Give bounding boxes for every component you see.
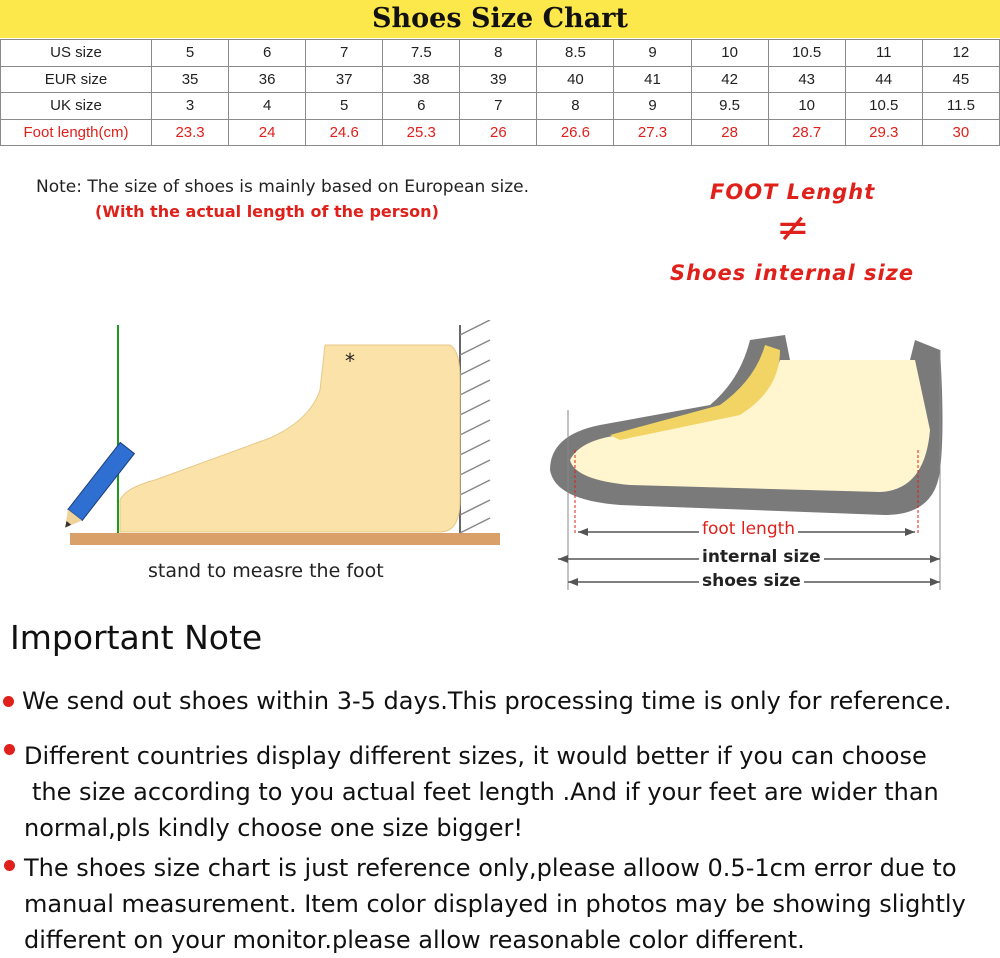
dim-shoes-size: shoes size [699, 571, 804, 591]
bullet-line: We send out shoes within 3-5 days.This processing time is only for reference. [22, 687, 952, 715]
bullet-line: the size according to you actual feet length .And if your feet are wider than [32, 778, 939, 806]
shoes-internal-size-label: Shoes internal size [670, 261, 915, 285]
wall-hatching [460, 320, 490, 533]
table-cell: 7 [460, 93, 537, 120]
dim-internal-size: internal size [699, 547, 824, 567]
bullet-dot-icon [4, 744, 15, 755]
chart-title: Shoes Size Chart [372, 3, 628, 34]
table-cell: 28.7 [768, 119, 845, 146]
table-cell: 7.5 [383, 40, 460, 67]
table-row [1, 40, 1000, 67]
row-label: UK size [1, 93, 152, 120]
note-subtext: (With the actual length of the person) [95, 202, 439, 221]
table-cell: 37 [306, 66, 383, 93]
table-cell: 9.5 [691, 93, 768, 120]
row-label: Foot length(cm) [1, 119, 152, 146]
bullet-line: different on your monitor.please allow reasonable color different. [24, 926, 805, 954]
bullet-line: manual measurement. Item color displayed in photos may be showing slightly [24, 890, 966, 918]
bullet-dot-icon [3, 696, 14, 707]
table-cell: 44 [845, 66, 922, 93]
table-cell: 3 [152, 93, 229, 120]
table-cell: 38 [383, 66, 460, 93]
important-heading: Important Note [10, 618, 263, 657]
note-bullet-error [0, 850, 1000, 958]
table-cell: 7 [306, 40, 383, 67]
table-cell: 24 [229, 119, 306, 146]
table-row [1, 93, 1000, 120]
not-equal-sign: ≠ [776, 205, 810, 251]
table-cell: 4 [229, 93, 306, 120]
size-chart-table [0, 39, 1000, 146]
table-row [1, 66, 1000, 93]
table-cell: 26.6 [537, 119, 614, 146]
ankle-mark-icon: * [345, 349, 355, 373]
table-cell: 6 [383, 93, 460, 120]
bullet-line: Different countries display different sizes, it would better if you can choose [24, 742, 927, 770]
table-cell: 35 [152, 66, 229, 93]
table-cell: 26 [460, 119, 537, 146]
bullet-line: normal,pls kindly choose one size bigger! [24, 814, 524, 842]
table-cell: 45 [922, 66, 999, 93]
table-cell: 23.3 [152, 119, 229, 146]
table-cell: 8.5 [537, 40, 614, 67]
table-cell: 8 [460, 40, 537, 67]
table-cell: 6 [229, 40, 306, 67]
title-banner [0, 0, 1000, 38]
table-cell: 27.3 [614, 119, 691, 146]
table-cell: 42 [691, 66, 768, 93]
table-cell: 39 [460, 66, 537, 93]
table-cell: 25.3 [383, 119, 460, 146]
row-label: US size [1, 40, 152, 67]
table-cell: 24.6 [306, 119, 383, 146]
table-row [1, 119, 1000, 146]
row-label: EUR size [1, 66, 152, 93]
table-cell: 28 [691, 119, 768, 146]
bullet-dot-icon [4, 860, 15, 871]
bullet-line: The shoes size chart is just reference only,please alloow 0.5-1cm error due to [24, 854, 957, 882]
dim-foot-length: foot length [699, 519, 798, 539]
note-bullet-sizes [0, 738, 1000, 846]
note-bullet-shipping [0, 683, 1000, 719]
floor [70, 533, 500, 545]
table-cell: 10.5 [768, 40, 845, 67]
table-cell: 11.5 [922, 93, 999, 120]
table-cell: 9 [614, 40, 691, 67]
table-cell: 10.5 [845, 93, 922, 120]
table-cell: 10 [691, 40, 768, 67]
table-cell: 12 [922, 40, 999, 67]
table-cell: 43 [768, 66, 845, 93]
table-cell: 8 [537, 93, 614, 120]
table-cell: 9 [614, 93, 691, 120]
table-cell: 30 [922, 119, 999, 146]
note-text: Note: The size of shoes is mainly based on European size. [36, 177, 529, 197]
table-cell: 10 [768, 93, 845, 120]
table-cell: 41 [614, 66, 691, 93]
table-cell: 11 [845, 40, 922, 67]
table-cell: 29.3 [845, 119, 922, 146]
foot-shape [120, 345, 460, 532]
table-cell: 40 [537, 66, 614, 93]
table-cell: 5 [306, 93, 383, 120]
measure-caption: stand to measre the foot [148, 560, 384, 582]
foot-length-label: FOOT Lenght [710, 180, 876, 204]
table-cell: 36 [229, 66, 306, 93]
foot-measure-illustration [20, 320, 510, 560]
table-cell: 5 [152, 40, 229, 67]
